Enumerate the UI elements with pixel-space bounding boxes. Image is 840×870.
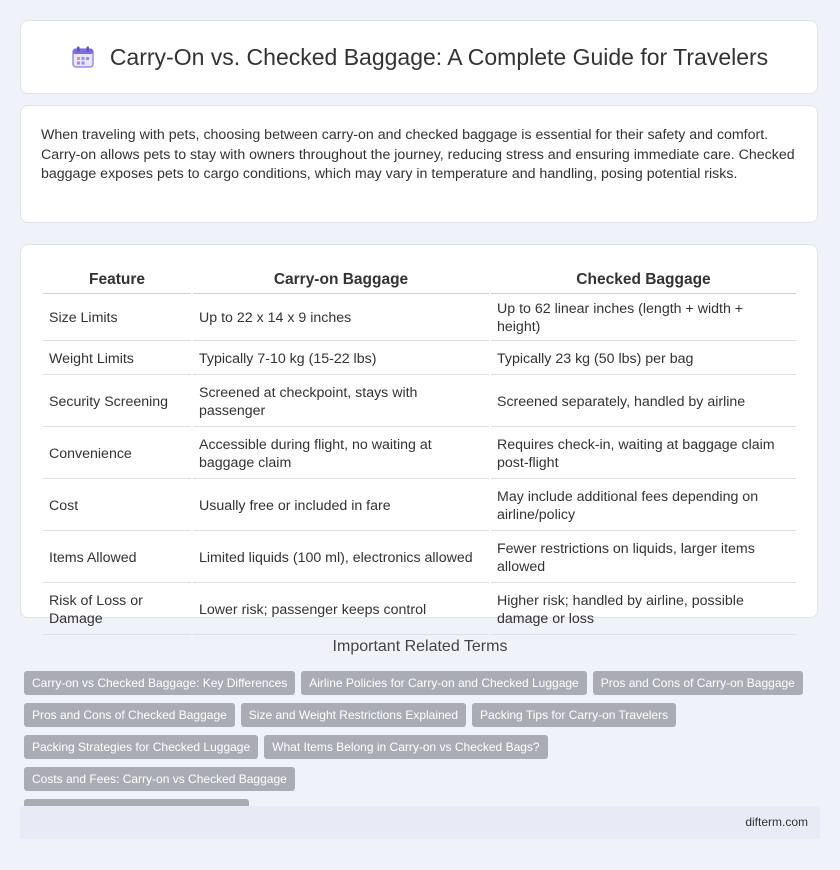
table-cell: Accessible during flight, no waiting at baggage claim [193, 429, 489, 479]
table-header-row [43, 267, 796, 294]
header-card [20, 20, 818, 94]
table-cell: Cost [43, 481, 191, 531]
table-row [43, 585, 796, 635]
comparison-card [20, 244, 818, 627]
calendar-icon [70, 44, 96, 70]
table-cell: Up to 22 x 14 x 9 inches [193, 296, 489, 341]
table-cell: Higher risk; handled by airline, possible damage or loss [491, 585, 796, 635]
table-row [43, 481, 796, 531]
related-term-tag[interactable]: Packing Tips for Carry-on Travelers [472, 703, 676, 727]
column-header-carry-on: Carry-on Baggage [193, 267, 489, 294]
intro-card [20, 105, 818, 223]
related-term-tag[interactable]: Costs and Fees: Carry-on vs Checked Baggage [24, 767, 295, 791]
table-cell: Security Screening [43, 377, 191, 427]
related-terms-title: Important Related Terms [332, 638, 508, 655]
intro-text: When traveling with pets, choosing between carry-on and checked baggage is essential for their safety and comfort. Carry-on allows pets to stay with owners throughout the journey, reducing stress and ensuring immediate care. Checked baggage exposes pets to cargo conditions, which may vary in temperature and handling, posing potential risks. [41, 127, 795, 182]
related-term-tag[interactable]: Carry-on vs Checked Baggage: Key Differences [24, 671, 295, 695]
table-cell: Typically 23 kg (50 lbs) per bag [491, 343, 796, 375]
comparison-table [41, 265, 798, 637]
page-title: Carry-On vs. Checked Baggage: A Complete Guide for Travelers [109, 43, 769, 70]
table-cell: Requires check-in, waiting at baggage claim post-flight [491, 429, 796, 479]
table-cell: Items Allowed [43, 533, 191, 583]
table-cell: Risk of Loss or Damage [43, 585, 191, 635]
table-row [43, 377, 796, 427]
related-term-tag[interactable]: What Items Belong in Carry-on vs Checked Bags? [264, 735, 547, 759]
column-header-feature: Feature [43, 267, 191, 294]
table-cell: Typically 7-10 kg (15-22 lbs) [193, 343, 489, 375]
table-cell: Up to 62 linear inches (length + width + height) [491, 296, 796, 341]
related-term-tag[interactable]: Pros and Cons of Carry-on Baggage [593, 671, 803, 695]
table-row [43, 533, 796, 583]
column-header-checked: Checked Baggage [491, 267, 796, 294]
table-cell: Fewer restrictions on liquids, larger items allowed [491, 533, 796, 583]
related-term-tag[interactable]: Size and Weight Restrictions Explained [241, 703, 466, 727]
table-cell: Screened separately, handled by airline [491, 377, 796, 427]
table-row [43, 296, 796, 341]
table-cell: Convenience [43, 429, 191, 479]
table-cell: Weight Limits [43, 343, 191, 375]
related-term-tag[interactable]: Packing Strategies for Checked Luggage [24, 735, 258, 759]
table-row [43, 343, 796, 375]
footer [20, 806, 820, 839]
table-cell: Screened at checkpoint, stays with passenger [193, 377, 489, 427]
table-cell: Size Limits [43, 296, 191, 341]
table-cell: Limited liquids (100 ml), electronics allowed [193, 533, 489, 583]
table-cell: Lower risk; passenger keeps control [193, 585, 489, 635]
related-term-tag[interactable]: Airline Policies for Carry-on and Checked Luggage [301, 671, 586, 695]
table-cell: Usually free or included in fare [193, 481, 489, 531]
related-term-tag[interactable]: Pros and Cons of Checked Baggage [24, 703, 235, 727]
footer-brand-link[interactable]: difterm.com [745, 815, 808, 829]
table-cell: May include additional fees depending on airline/policy [491, 481, 796, 531]
table-row [43, 429, 796, 479]
